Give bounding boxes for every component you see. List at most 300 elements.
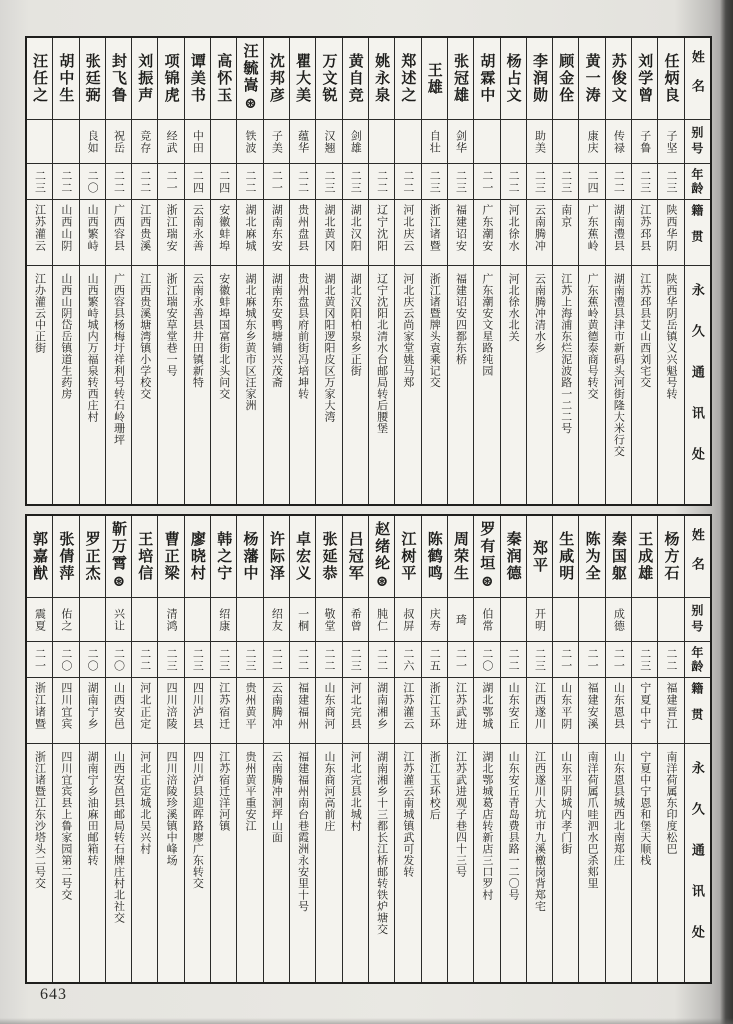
name-cell xyxy=(53,38,78,120)
alias-cell xyxy=(632,120,657,164)
name-text: 郑述之 xyxy=(399,53,416,104)
header-alias-cell xyxy=(685,598,710,642)
age-text: 二〇 xyxy=(86,647,99,672)
alias-text: 绍友 xyxy=(270,607,283,632)
age-text: 二三 xyxy=(638,647,651,672)
age-text: 二二 xyxy=(59,169,72,194)
alias-text: 自壮 xyxy=(428,129,441,154)
age-text: 二二 xyxy=(612,169,625,194)
alias-text: 庆寿 xyxy=(428,607,441,632)
native-cell xyxy=(80,200,105,266)
address-text: 福建诏安四都东桥 xyxy=(454,273,467,365)
address-text: 山东恩县城西北南郑庄 xyxy=(612,751,625,866)
header-address-label: 永久通讯处 xyxy=(689,282,705,488)
address-text: 安徽蚌埠国富街北头问交 xyxy=(217,273,230,400)
address-text: 广西容县杨梅圩祥利号转石岭珊坪 xyxy=(112,273,125,446)
native-text: 浙江玉环 xyxy=(428,682,441,730)
registry-table-bottom xyxy=(25,514,712,984)
address-cell xyxy=(527,744,552,982)
alias-cell xyxy=(290,598,315,642)
native-text: 云南腾冲 xyxy=(533,204,546,252)
name-text: 胡霖中 xyxy=(478,53,495,104)
age-cell xyxy=(501,642,526,678)
age-text: 二三 xyxy=(322,169,335,194)
age-cell xyxy=(474,642,499,678)
native-text: 江西遂川 xyxy=(533,682,546,730)
age-text: 二二 xyxy=(375,169,388,194)
age-cell xyxy=(395,642,420,678)
alias-text: 良如 xyxy=(86,129,99,154)
header-age-label: 年龄 xyxy=(689,645,704,674)
age-cell xyxy=(474,164,499,200)
address-cell xyxy=(53,266,78,504)
address-text: 广东潮安文星路纯园 xyxy=(480,273,493,377)
address-cell xyxy=(632,744,657,982)
native-cell xyxy=(185,678,210,744)
alias-cell xyxy=(422,120,447,164)
native-cell xyxy=(474,678,499,744)
name-text: 张廷弼 xyxy=(83,53,100,104)
name-cell xyxy=(448,38,473,120)
age-text: 二二 xyxy=(138,647,151,672)
native-cell xyxy=(343,678,368,744)
age-cell xyxy=(106,164,131,200)
native-cell xyxy=(290,678,315,744)
native-text: 山西山阴 xyxy=(59,204,72,252)
name-cell xyxy=(343,516,368,598)
header-name-cell xyxy=(685,38,710,120)
alias-text: 蕴华 xyxy=(296,129,309,154)
native-text: 浙江诸暨 xyxy=(33,682,46,730)
person-column xyxy=(106,516,132,982)
address-text: 广东蕉岭黄德泰商号转交 xyxy=(586,273,599,400)
address-cell xyxy=(158,744,183,982)
age-text: 二三 xyxy=(33,169,46,194)
name-cell xyxy=(106,516,131,598)
age-cell xyxy=(158,642,183,678)
address-cell xyxy=(27,266,52,504)
alias-cell xyxy=(448,598,473,642)
native-text: 湖北鄂城 xyxy=(480,682,493,730)
age-text: 二三 xyxy=(349,169,362,194)
address-cell xyxy=(290,744,315,982)
age-text: 二三 xyxy=(217,647,230,672)
age-text: 二二 xyxy=(296,647,309,672)
address-text: 贵州盘县府前街冯培坤转 xyxy=(296,273,309,400)
native-text: 湖南澧县 xyxy=(612,204,625,252)
address-text: 宁夏中宁恩和堡天顺栈 xyxy=(638,751,651,866)
age-text: 二二 xyxy=(296,169,309,194)
name-cell xyxy=(316,516,341,598)
alias-cell xyxy=(27,598,52,642)
alias-cell xyxy=(395,598,420,642)
person-column xyxy=(448,38,474,504)
alias-cell xyxy=(474,120,499,164)
name-cell xyxy=(422,516,447,598)
native-cell xyxy=(80,678,105,744)
age-cell xyxy=(264,164,289,200)
age-text: 二〇 xyxy=(59,647,72,672)
address-text: 陕西华阴岳镇义兴魁号转 xyxy=(665,273,678,400)
native-text: 四川泸县 xyxy=(191,682,204,730)
native-cell xyxy=(106,678,131,744)
alias-cell xyxy=(658,598,683,642)
alias-text: 铁波 xyxy=(244,129,257,154)
alias-cell xyxy=(264,598,289,642)
age-text: 二二 xyxy=(401,169,414,194)
native-cell xyxy=(527,678,552,744)
name-cell xyxy=(579,38,604,120)
address-text: 河北徐水北关 xyxy=(507,273,520,342)
name-text: 汪任之 xyxy=(31,53,48,104)
name-text: 黄一涛 xyxy=(583,53,600,104)
name-cell xyxy=(553,38,578,120)
person-column xyxy=(158,516,184,982)
native-text: 山西安邑 xyxy=(112,682,125,730)
header-address-label: 永久通讯处 xyxy=(689,760,705,966)
alias-cell xyxy=(185,120,210,164)
native-text: 福建安溪 xyxy=(586,682,599,730)
name-cell xyxy=(632,38,657,120)
alias-text: 成德 xyxy=(612,607,625,632)
person-column xyxy=(501,38,527,504)
name-text: 陈为全 xyxy=(583,531,600,582)
alias-cell xyxy=(369,120,394,164)
age-cell xyxy=(343,642,368,678)
native-text: 河北正定 xyxy=(138,682,151,730)
alias-cell xyxy=(185,598,210,642)
age-cell xyxy=(606,642,631,678)
address-cell xyxy=(527,266,552,504)
address-cell xyxy=(343,744,368,982)
address-text: 山西山阴岱岳镇道生药房 xyxy=(59,273,72,400)
person-column xyxy=(316,38,342,504)
name-cell xyxy=(237,38,262,120)
page-number: 643 xyxy=(40,986,67,1003)
address-cell xyxy=(369,744,394,982)
alias-cell xyxy=(658,120,683,164)
age-cell xyxy=(53,164,78,200)
age-cell xyxy=(316,642,341,678)
native-cell xyxy=(658,678,683,744)
alias-cell xyxy=(27,120,52,164)
person-column xyxy=(658,516,684,982)
age-cell xyxy=(264,642,289,678)
name-text: 周荣生 xyxy=(452,531,469,582)
name-cell xyxy=(106,38,131,120)
person-column xyxy=(264,516,290,982)
alias-cell xyxy=(343,120,368,164)
age-cell xyxy=(237,164,262,200)
name-cell xyxy=(211,516,236,598)
person-column xyxy=(343,38,369,504)
native-text: 宁夏中宁 xyxy=(638,682,651,730)
native-cell xyxy=(606,678,631,744)
name-text: 苏俊文 xyxy=(609,53,626,104)
address-text: 浙江诸暨江东沙塔头二号交 xyxy=(33,751,46,889)
native-text: 陕西华阴 xyxy=(665,204,678,252)
address-cell xyxy=(448,266,473,504)
age-text: 二一 xyxy=(480,169,493,194)
person-column xyxy=(27,38,53,504)
native-cell xyxy=(27,200,52,266)
person-column xyxy=(422,516,448,982)
header-native-label: 籍贯 xyxy=(689,204,704,256)
address-cell xyxy=(501,744,526,982)
age-cell xyxy=(579,164,604,200)
person-column xyxy=(132,516,158,982)
person-column xyxy=(579,516,605,982)
age-cell xyxy=(132,642,157,678)
address-cell xyxy=(264,744,289,982)
address-text: 云南永善县井田镇新特 xyxy=(191,273,204,388)
name-text: 生咸明 xyxy=(557,531,574,582)
address-cell xyxy=(185,744,210,982)
alias-cell xyxy=(80,120,105,164)
person-column xyxy=(237,38,263,504)
age-cell xyxy=(422,164,447,200)
native-cell xyxy=(448,200,473,266)
address-text: 南洋荷属爪哇泗水巴杀郏里 xyxy=(586,751,599,889)
name-text: 陈鹤鸣 xyxy=(425,531,442,582)
name-cell xyxy=(158,516,183,598)
address-cell xyxy=(132,266,157,504)
native-text: 山东平阴 xyxy=(559,682,572,730)
address-text: 湖北汉阳柏泉乡正街 xyxy=(349,273,362,377)
native-text: 江苏灌云 xyxy=(401,682,414,730)
header-age-cell xyxy=(685,642,710,678)
age-cell xyxy=(448,164,473,200)
native-cell xyxy=(211,678,236,744)
age-cell xyxy=(395,164,420,200)
person-column xyxy=(53,516,79,982)
native-cell xyxy=(316,678,341,744)
age-text: 二三 xyxy=(665,169,678,194)
name-cell xyxy=(80,516,105,598)
address-text: 河北完县北城村 xyxy=(349,751,362,832)
alias-cell xyxy=(606,120,631,164)
age-text: 二三 xyxy=(191,647,204,672)
native-text: 福建晋江 xyxy=(665,682,678,730)
name-text: 任炳良 xyxy=(662,53,679,104)
alias-cell xyxy=(158,598,183,642)
address-text: 湖南宁乡油麻田邮箱转 xyxy=(86,751,99,866)
person-column xyxy=(553,38,579,504)
native-cell xyxy=(448,678,473,744)
header-native-label: 籍贯 xyxy=(689,682,704,734)
address-text: 江苏灌云南城镇武可发转 xyxy=(401,751,414,878)
address-cell xyxy=(395,744,420,982)
native-cell xyxy=(53,678,78,744)
address-cell xyxy=(553,266,578,504)
native-cell xyxy=(422,678,447,744)
person-column xyxy=(27,516,53,982)
native-text: 湖北麻城 xyxy=(244,204,257,252)
name-text: 卓宏义 xyxy=(294,531,311,582)
age-cell xyxy=(185,164,210,200)
age-cell xyxy=(501,164,526,200)
age-text: 二六 xyxy=(401,647,414,672)
name-text: 王培信 xyxy=(136,531,153,582)
age-text: 二二 xyxy=(322,647,335,672)
age-cell xyxy=(632,642,657,678)
person-column xyxy=(132,38,158,504)
name-text: 张延恭 xyxy=(320,531,337,582)
address-cell xyxy=(501,266,526,504)
name-text: 杨占文 xyxy=(504,53,521,104)
age-cell xyxy=(80,642,105,678)
alias-text: 开明 xyxy=(533,607,546,632)
person-column xyxy=(448,516,474,982)
native-cell xyxy=(264,200,289,266)
native-text: 江苏武进 xyxy=(454,682,467,730)
address-cell xyxy=(290,266,315,504)
address-cell xyxy=(106,266,131,504)
native-text: 河北完县 xyxy=(349,682,362,730)
address-cell xyxy=(422,266,447,504)
age-text: 二一 xyxy=(612,647,625,672)
alias-text: 子鲁 xyxy=(638,129,651,154)
name-cell xyxy=(632,516,657,598)
alias-text: 敬堂 xyxy=(322,607,335,632)
native-cell xyxy=(343,200,368,266)
native-cell xyxy=(501,200,526,266)
name-text: 刘振声 xyxy=(136,53,153,104)
address-text: 山西繁峙城内万福泉转西庄村 xyxy=(86,273,99,423)
native-text: 湖北汉阳 xyxy=(349,204,362,252)
age-text: 二四 xyxy=(217,169,230,194)
person-column xyxy=(369,38,395,504)
alias-cell xyxy=(132,120,157,164)
alias-text: 绍康 xyxy=(217,607,230,632)
address-text: 云南腾冲清水乡 xyxy=(533,273,546,354)
name-text: 杨方石 xyxy=(662,531,679,582)
age-text: 二四 xyxy=(586,169,599,194)
person-column xyxy=(80,516,106,982)
age-cell xyxy=(579,642,604,678)
name-cell xyxy=(606,516,631,598)
age-text: 二二 xyxy=(112,169,125,194)
name-cell xyxy=(185,516,210,598)
native-cell xyxy=(474,200,499,266)
native-cell xyxy=(395,678,420,744)
alias-cell xyxy=(553,120,578,164)
person-column xyxy=(185,516,211,982)
native-text: 江西贵溪 xyxy=(138,204,151,252)
person-column xyxy=(395,516,421,982)
name-cell xyxy=(264,38,289,120)
address-text: 四川涪陵珍溪镇中峰场 xyxy=(165,751,178,866)
native-text: 广西容县 xyxy=(112,204,125,252)
person-column xyxy=(80,38,106,504)
person-column xyxy=(53,38,79,504)
name-text: 王成雄 xyxy=(636,531,653,582)
header-name-cell xyxy=(685,516,710,598)
name-cell xyxy=(448,516,473,598)
header-native-cell xyxy=(685,678,710,744)
age-text: 二二 xyxy=(665,647,678,672)
native-text: 山东恩县 xyxy=(612,682,625,730)
alias-text: 兴让 xyxy=(112,607,125,632)
name-cell xyxy=(290,38,315,120)
address-cell xyxy=(27,744,52,982)
address-text: 湖北黄冈阳逻阳皮区万家大湾 xyxy=(322,273,335,423)
person-column xyxy=(606,516,632,982)
address-text: 浙江瑞安草堂巷一号 xyxy=(165,273,178,377)
address-cell xyxy=(606,266,631,504)
name-cell xyxy=(527,38,552,120)
age-text: 二三 xyxy=(349,647,362,672)
name-text: 杨藩中 xyxy=(241,531,258,582)
age-cell xyxy=(369,164,394,200)
scan-gutter-shadow xyxy=(720,0,733,1024)
age-cell xyxy=(343,164,368,200)
alias-text: 一桐 xyxy=(296,607,309,632)
address-text: 江西遂川大坑市九溪檄岗背郑宅 xyxy=(533,751,546,912)
address-text: 湖南湘乡十三都长江桥邮转铁炉塘交 xyxy=(375,751,388,935)
address-text: 四川宜宾县上鲁家园第二号交 xyxy=(59,751,72,901)
address-text: 山东平阴城内孝门街 xyxy=(559,751,572,855)
native-cell xyxy=(606,200,631,266)
alias-cell xyxy=(158,120,183,164)
native-cell xyxy=(395,200,420,266)
native-text: 山东商河 xyxy=(322,682,335,730)
name-text: 靳万霄⊛ xyxy=(109,521,126,592)
header-address-cell xyxy=(685,744,710,982)
person-column xyxy=(501,516,527,982)
native-text: 浙江瑞安 xyxy=(165,204,178,252)
person-column xyxy=(369,516,395,982)
name-text: 谭美书 xyxy=(188,53,205,104)
name-cell xyxy=(237,516,262,598)
alias-cell xyxy=(237,598,262,642)
person-column xyxy=(290,516,316,982)
age-text: 二三 xyxy=(454,169,467,194)
person-column xyxy=(185,38,211,504)
address-cell xyxy=(264,266,289,504)
alias-cell xyxy=(53,120,78,164)
person-column xyxy=(264,38,290,504)
person-column xyxy=(211,38,237,504)
address-text: 湖北鄂城葛店转新店三口罗村 xyxy=(480,751,493,901)
address-cell xyxy=(422,744,447,982)
name-text: 王雄 xyxy=(425,61,442,96)
age-cell xyxy=(106,642,131,678)
name-text: 秦润德 xyxy=(504,531,521,582)
age-cell xyxy=(658,164,683,200)
native-cell xyxy=(53,200,78,266)
native-cell xyxy=(369,200,394,266)
native-cell xyxy=(158,678,183,744)
name-cell xyxy=(158,38,183,120)
address-cell xyxy=(185,266,210,504)
address-text: 辽宁沈阳北清水台邮局转后腰堡 xyxy=(375,273,388,434)
age-text: 二一 xyxy=(33,647,46,672)
address-text: 江苏邳县艾山西刘宅交 xyxy=(638,273,651,388)
person-column xyxy=(343,516,369,982)
alias-text: 助美 xyxy=(533,129,546,154)
age-text: 二二 xyxy=(244,169,257,194)
alias-text: 叔屏 xyxy=(401,607,414,632)
age-cell xyxy=(185,642,210,678)
address-cell xyxy=(579,266,604,504)
native-text: 河北庆云 xyxy=(401,204,414,252)
alias-cell xyxy=(80,598,105,642)
alias-cell xyxy=(316,120,341,164)
address-cell xyxy=(53,744,78,982)
alias-cell xyxy=(106,120,131,164)
address-cell xyxy=(474,744,499,982)
